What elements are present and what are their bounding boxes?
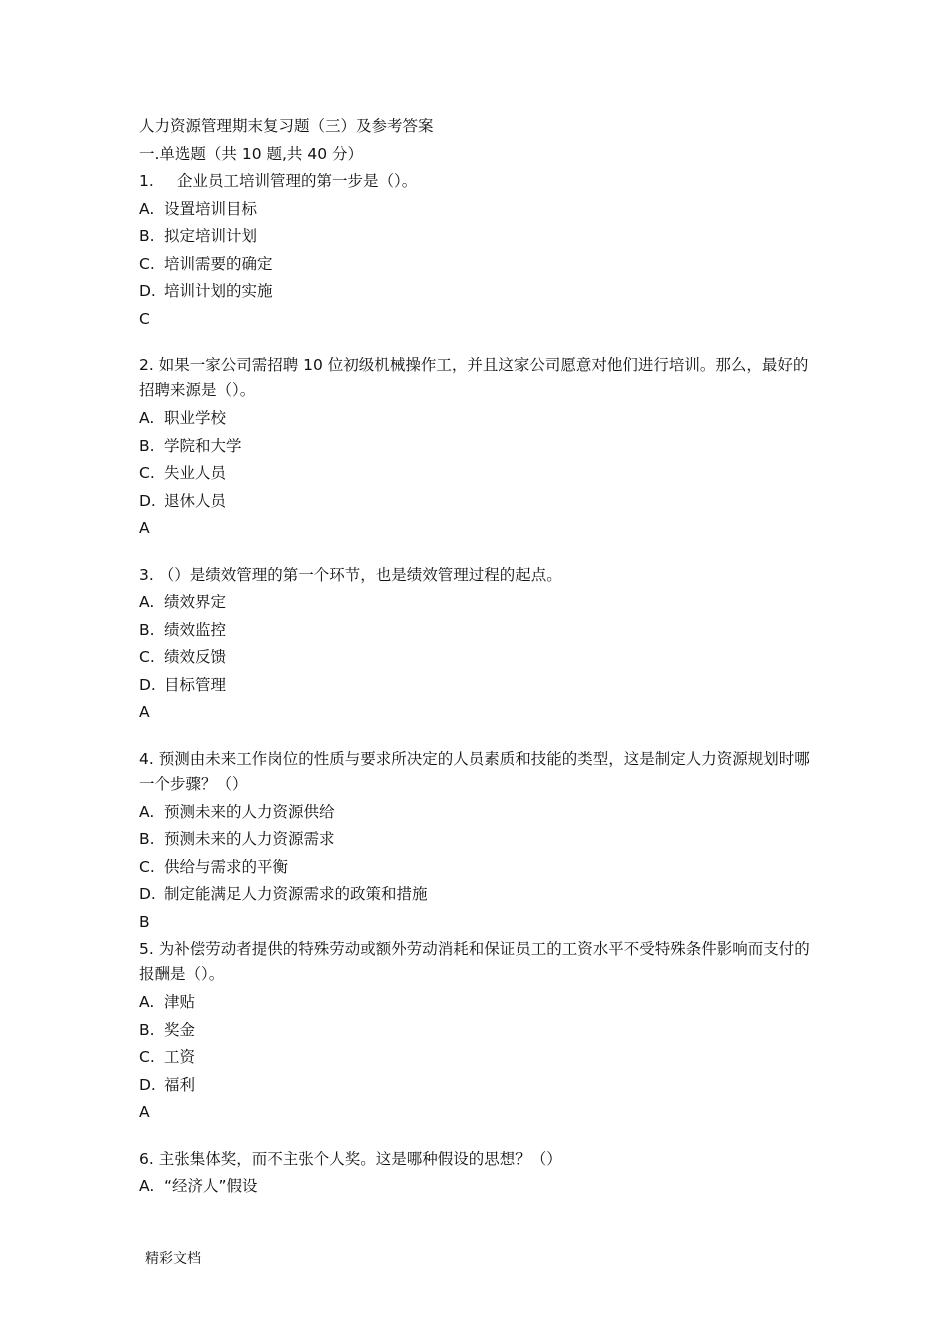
option-letter: D. bbox=[139, 491, 156, 510]
question-number: 4. bbox=[139, 749, 154, 768]
page-footer: 精彩文档 bbox=[145, 1251, 201, 1267]
spacer bbox=[139, 727, 819, 746]
question-number: 5. bbox=[139, 940, 154, 958]
answer-key: A bbox=[139, 519, 150, 537]
option-text: “经济人”假设 bbox=[164, 1177, 258, 1195]
option-text: 制定能满足人力资源需求的政策和措施 bbox=[164, 885, 428, 903]
question-number: 2. bbox=[139, 356, 154, 374]
option-text: 绩效界定 bbox=[164, 593, 227, 611]
option-line bbox=[139, 799, 819, 827]
option-letter: A. bbox=[139, 802, 155, 821]
option-letter: A. bbox=[139, 993, 155, 1011]
option-letter: D. bbox=[139, 1075, 156, 1094]
option-line bbox=[139, 1017, 819, 1045]
option-line bbox=[139, 672, 819, 700]
option-text: 拟定培训计划 bbox=[164, 227, 258, 245]
option-letter: C. bbox=[139, 254, 155, 273]
question-text: 预测由未来工作岗位的性质与要求所决定的人员素质和技能的类型，这是制定人力资源规划时哪一个步骤？（） bbox=[139, 749, 810, 793]
answer-key: A bbox=[139, 1103, 150, 1121]
question-stem bbox=[139, 1146, 819, 1174]
option-letter: C. bbox=[139, 464, 155, 482]
document-content bbox=[139, 113, 819, 1201]
option-line bbox=[139, 433, 819, 461]
document-title: 人力资源管理期末复习题（三）及参考答案 bbox=[139, 117, 434, 135]
option-text: 预测未来的人力资源供给 bbox=[164, 802, 335, 821]
option-line bbox=[139, 644, 819, 672]
option-letter: A. bbox=[139, 409, 155, 427]
option-line bbox=[139, 251, 819, 279]
option-letter: A. bbox=[139, 199, 155, 218]
question-text: 主张集体奖，而不主张个人奖。这是哪种假设的思想？（） bbox=[158, 1149, 562, 1168]
question-stem bbox=[139, 352, 819, 405]
option-text: 培训需要的确定 bbox=[164, 254, 273, 273]
question-5 bbox=[139, 936, 819, 1127]
question-number: 1. bbox=[139, 172, 154, 190]
option-line bbox=[139, 223, 819, 251]
question-3 bbox=[139, 562, 819, 727]
option-line bbox=[139, 196, 819, 224]
option-line bbox=[139, 826, 819, 854]
option-letter: A. bbox=[139, 1177, 155, 1195]
option-letter: D. bbox=[139, 885, 156, 903]
option-text: 绩效监控 bbox=[164, 620, 227, 639]
question-text: （）是绩效管理的第一个环节，也是绩效管理过程的起点。 bbox=[158, 565, 562, 584]
question-2 bbox=[139, 352, 819, 543]
question-1 bbox=[139, 168, 819, 333]
question-stem bbox=[139, 936, 819, 989]
option-text: 学院和大学 bbox=[164, 436, 242, 455]
option-line bbox=[139, 854, 819, 882]
spacer bbox=[139, 1127, 819, 1146]
question-number: 6. bbox=[139, 1149, 154, 1168]
option-line bbox=[139, 589, 819, 617]
option-letter: C. bbox=[139, 1048, 155, 1066]
option-line bbox=[139, 405, 819, 433]
option-text: 失业人员 bbox=[164, 464, 227, 482]
option-line bbox=[139, 1173, 819, 1201]
question-4 bbox=[139, 746, 819, 937]
option-text: 退休人员 bbox=[164, 491, 227, 510]
option-text: 福利 bbox=[164, 1075, 196, 1094]
section-heading: 一.单选题（共 10 题,共 40 分） bbox=[139, 144, 364, 163]
option-letter: B. bbox=[139, 1020, 155, 1039]
answer-key: A bbox=[139, 703, 150, 721]
option-letter: D. bbox=[139, 282, 156, 300]
option-line bbox=[139, 1044, 819, 1072]
option-letter: B. bbox=[139, 830, 155, 848]
answer-key: B bbox=[139, 912, 150, 931]
option-text: 职业学校 bbox=[164, 409, 227, 427]
option-text: 培训计划的实施 bbox=[164, 282, 273, 300]
question-text: 企业员工培训管理的第一步是（）。 bbox=[177, 172, 418, 190]
spacer bbox=[139, 543, 819, 562]
option-text: 工资 bbox=[164, 1048, 196, 1066]
option-text: 绩效反馈 bbox=[164, 648, 227, 666]
option-line bbox=[139, 989, 819, 1017]
option-letter: C. bbox=[139, 648, 155, 666]
question-6 bbox=[139, 1146, 819, 1201]
option-text: 津贴 bbox=[164, 993, 196, 1011]
option-line bbox=[139, 1072, 819, 1100]
question-number: 3. bbox=[139, 565, 154, 584]
answer-key: C bbox=[139, 309, 150, 328]
option-line bbox=[139, 460, 819, 488]
option-letter: D. bbox=[139, 675, 156, 694]
question-text: 为补偿劳动者提供的特殊劳动或额外劳动消耗和保证员工的工资水平不受特殊条件影响而支付的报酬是（）。 bbox=[139, 940, 810, 983]
option-text: 奖金 bbox=[164, 1020, 196, 1039]
spacer bbox=[139, 333, 819, 352]
question-stem bbox=[139, 746, 819, 799]
question-stem bbox=[139, 168, 819, 196]
question-text: 如果一家公司需招聘 10 位初级机械操作工，并且这家公司愿意对他们进行培训。那么，最好的招聘来源是（）。 bbox=[139, 356, 809, 399]
question-stem bbox=[139, 562, 819, 590]
option-letter: C. bbox=[139, 857, 155, 876]
option-line bbox=[139, 617, 819, 645]
option-line bbox=[139, 488, 819, 516]
option-line bbox=[139, 278, 819, 306]
option-letter: B. bbox=[139, 620, 155, 639]
option-text: 预测未来的人力资源需求 bbox=[164, 830, 335, 848]
option-text: 供给与需求的平衡 bbox=[164, 857, 289, 876]
option-text: 目标管理 bbox=[164, 675, 227, 694]
option-letter: A. bbox=[139, 593, 155, 611]
option-letter: B. bbox=[139, 227, 155, 245]
option-line bbox=[139, 881, 819, 909]
option-letter: B. bbox=[139, 436, 155, 455]
option-text: 设置培训目标 bbox=[164, 199, 258, 218]
